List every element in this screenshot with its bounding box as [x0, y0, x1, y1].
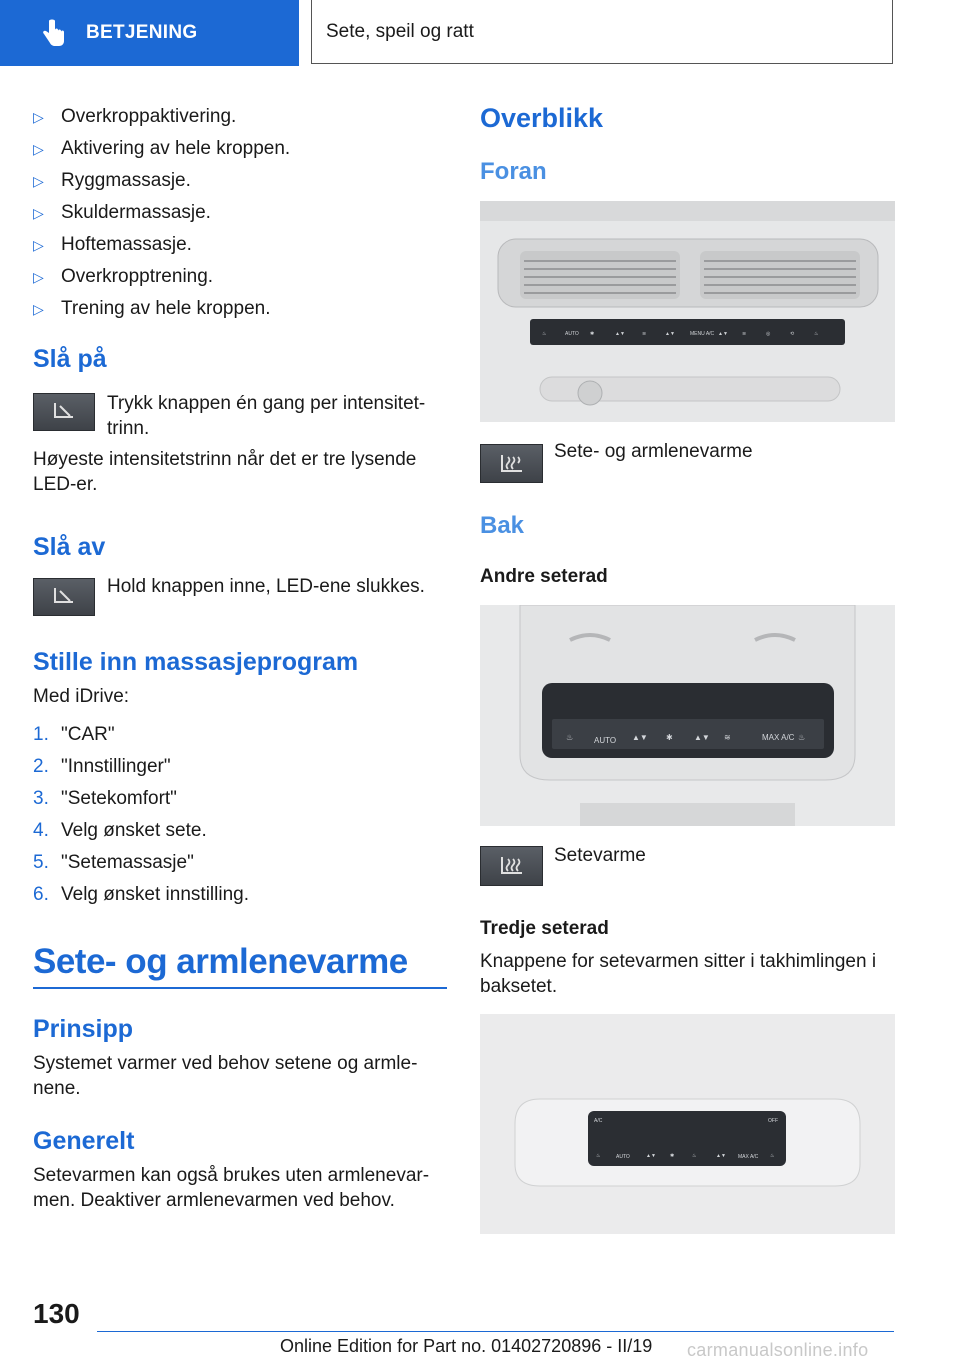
svg-text:✱: ✱ — [590, 331, 595, 337]
triangle-bullet-icon: ▷ — [33, 141, 44, 157]
sla-pa-note-2: LED-er. — [33, 474, 98, 495]
heading-rear: Bak — [480, 512, 525, 539]
list-item: 6. Velg ønsket innstilling. — [33, 884, 249, 905]
massage-button-icon — [33, 578, 95, 616]
list-item: ▷ Trening av hele kroppen. — [33, 293, 290, 325]
list-item: ▷ Skuldermassasje. — [33, 197, 290, 229]
third-row-text-1: Knappene for setevarmen sitter i takhimlingen i — [480, 951, 877, 972]
list-item: 3. "Setekomfort" — [33, 788, 177, 809]
sla-pa-note-1: Høyeste intensitetstrinn når det er tre lysende — [33, 449, 417, 470]
rear-panel-image — [480, 605, 895, 826]
list-item: ▷ Aktivering av hele kroppen. — [33, 133, 290, 165]
svg-text:▲▼: ▲▼ — [615, 331, 625, 337]
list-item: 2. "Innstillinger" — [33, 756, 171, 777]
edition-text: Online Edition for Part no. 01402720896 - II/19 — [280, 1336, 653, 1356]
svg-text:OFF: OFF — [768, 1118, 778, 1124]
front-panel-image — [480, 201, 895, 422]
list-item: ▷ Hoftemassasje. — [33, 229, 290, 261]
svg-text:▲▼: ▲▼ — [694, 733, 710, 742]
section-label: BETJENING — [86, 22, 198, 43]
heading-sla-pa: Slå på — [33, 345, 107, 373]
heading-principle: Prinsipp — [33, 1015, 134, 1043]
list-item: ▷ Overkroppaktivering. — [33, 101, 290, 133]
svg-text:≋: ≋ — [642, 331, 647, 337]
triangle-bullet-icon: ▷ — [33, 301, 44, 317]
heading-massage-setup: Stille inn massasjeprogram — [33, 648, 359, 676]
title-underline — [33, 987, 447, 989]
roof-panel-image — [480, 1014, 895, 1234]
heading-general: Generelt — [33, 1127, 135, 1155]
triangle-bullet-icon: ▷ — [33, 205, 44, 221]
list-item: 1. "CAR" — [33, 724, 115, 745]
svg-text:♨: ♨ — [596, 1153, 601, 1159]
front-caption: Sete- og armlenevarme — [554, 441, 753, 462]
svg-text:✱: ✱ — [666, 733, 673, 742]
svg-text:♨: ♨ — [798, 733, 806, 742]
massage-setup-intro: Med iDrive: — [33, 686, 130, 707]
svg-text:♨: ♨ — [814, 331, 819, 337]
hand-pointer-icon — [40, 19, 66, 47]
massage-button-icon — [33, 393, 95, 431]
svg-text:⟲: ⟲ — [790, 331, 795, 337]
svg-text:MAX A/C: MAX A/C — [738, 1154, 759, 1160]
sla-pa-instruction: Trykk knappen én gang per intensitet-trinn. — [107, 393, 426, 439]
seat-armrest-heating-icon — [480, 444, 543, 483]
massage-program-list — [33, 101, 290, 325]
page-header — [0, 0, 960, 66]
list-item: 5. "Setemassasje" — [33, 852, 194, 873]
svg-text:▲▼: ▲▼ — [718, 331, 728, 337]
chapter-title: Sete, speil og ratt — [311, 0, 893, 64]
second-row-caption: Setevarme — [554, 845, 646, 866]
heading-second-row: Andre seterad — [480, 566, 608, 587]
list-item: ▷ Ryggmassasje. — [33, 165, 290, 197]
svg-text:AUTO: AUTO — [594, 736, 617, 745]
section-tab[interactable] — [0, 0, 299, 66]
list-item: ▷ Overkropptrening. — [33, 261, 290, 293]
general-text-2: men. Deaktiver armlenevarmen ved behov. — [33, 1190, 395, 1211]
svg-text:A/C: A/C — [594, 1118, 603, 1124]
seat-heating-icon — [480, 846, 543, 886]
svg-text:MENU A/C: MENU A/C — [690, 331, 715, 337]
watermark: carmanualsonline.info — [687, 1340, 869, 1360]
svg-text:MAX A/C: MAX A/C — [762, 733, 795, 742]
third-row-text-2: baksetet. — [480, 976, 558, 997]
triangle-bullet-icon: ▷ — [33, 109, 44, 125]
principle-text-1: Systemet varmer ved behov setene og armle- — [33, 1053, 418, 1074]
principle-text-2: nene. — [33, 1078, 81, 1099]
heading-front: Foran — [480, 158, 547, 185]
svg-text:♨: ♨ — [542, 331, 547, 337]
svg-text:AUTO: AUTO — [616, 1154, 630, 1160]
page-number: 130 — [33, 1298, 80, 1329]
svg-text:▲▼: ▲▼ — [646, 1153, 656, 1159]
triangle-bullet-icon: ▷ — [33, 269, 44, 285]
svg-text:♨: ♨ — [692, 1153, 697, 1159]
general-text-1: Setevarmen kan også brukes uten armlenevar- — [33, 1165, 430, 1186]
svg-text:≋: ≋ — [742, 331, 747, 337]
svg-text:◎: ◎ — [766, 331, 771, 337]
svg-text:AUTO: AUTO — [565, 331, 579, 337]
svg-text:≋: ≋ — [724, 733, 731, 742]
heading-overview: Overblikk — [480, 103, 604, 133]
svg-text:✱: ✱ — [670, 1153, 675, 1159]
triangle-bullet-icon: ▷ — [33, 237, 44, 253]
svg-text:▲▼: ▲▼ — [665, 331, 675, 337]
footer-rule — [97, 1331, 894, 1332]
heading-third-row: Tredje seterad — [480, 918, 609, 939]
heading-sla-av: Slå av — [33, 533, 106, 561]
svg-text:▲▼: ▲▼ — [716, 1153, 726, 1159]
svg-text:♨: ♨ — [770, 1153, 775, 1159]
massage-setup-steps — [33, 719, 249, 911]
triangle-bullet-icon: ▷ — [33, 173, 44, 189]
list-item: 4. Velg ønsket sete. — [33, 820, 207, 841]
svg-text:▲▼: ▲▼ — [632, 733, 648, 742]
svg-text:♨: ♨ — [566, 733, 574, 742]
sla-av-instruction: Hold knappen inne, LED-ene slukkes. — [107, 576, 425, 597]
section-title-heating: Sete- og armlenevarme — [33, 942, 408, 981]
